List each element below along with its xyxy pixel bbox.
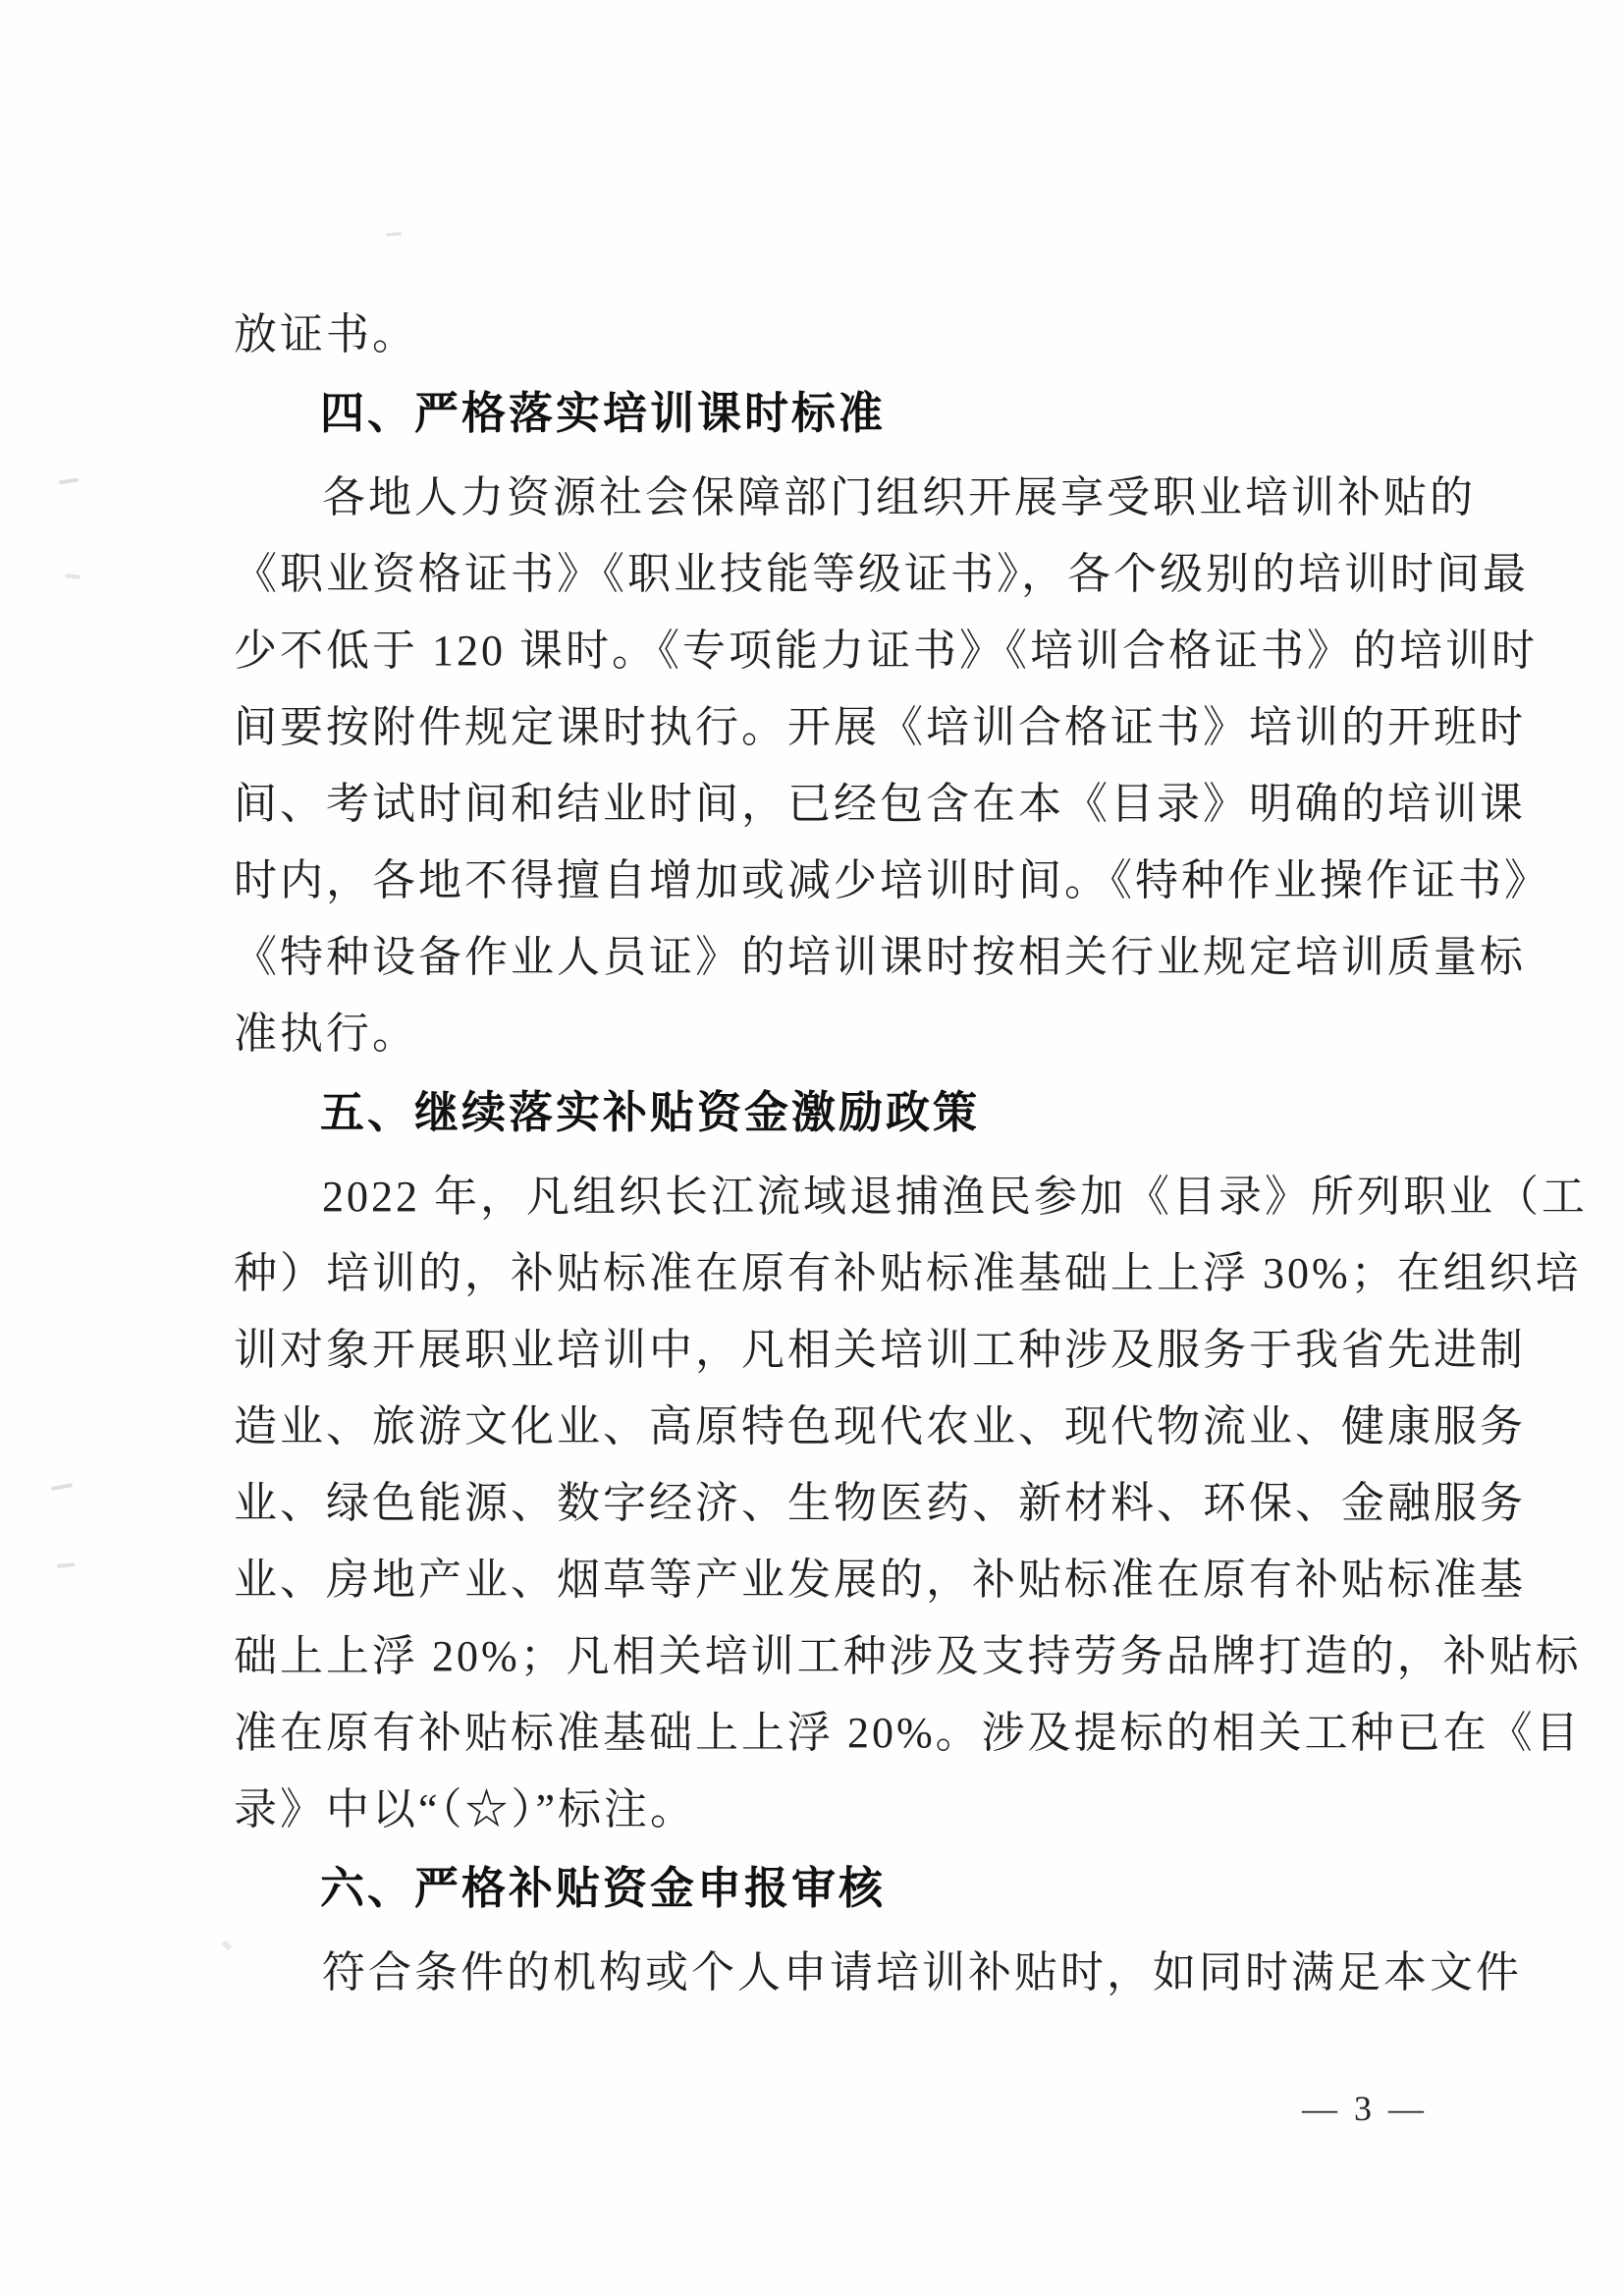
paragraph-line: 种）培训的，补贴标准在原有补贴标准基础上上浮 30%；在组织培	[234, 1249, 1582, 1297]
section-heading-4: 四、严格落实培训课时标准	[320, 388, 887, 438]
paragraph-line: 时内，各地不得擅自增加或减少培训时间。《特种作业操作证书》	[234, 856, 1550, 904]
paragraph-line: 间、考试时间和结业时间，已经包含在本《目录》明确的培训课	[234, 780, 1526, 828]
paragraph-line: 训对象开展职业培训中，凡相关培训工种涉及服务于我省先进制	[234, 1326, 1526, 1374]
paragraph-line: 业、房地产业、烟草等产业发展的，补贴标准在原有补贴标准基	[234, 1556, 1526, 1604]
paragraph-line: 准执行。	[234, 1010, 418, 1058]
paragraph-line: 《特种设备作业人员证》的培训课时按相关行业规定培训质量标	[234, 933, 1526, 981]
paragraph-line: 础上上浮 20%；凡相关培训工种涉及支持劳务品牌打造的，补贴标	[234, 1632, 1582, 1680]
paragraph-line: 《职业资格证书》《职业技能等级证书》，各个级别的培训时间最	[234, 550, 1529, 598]
text-block	[234, 297, 1588, 2011]
paragraph-line: 各地人力资源社会保障部门组织开展享受职业培训补贴的	[322, 473, 1476, 521]
paragraph-line: 少不低于 120 课时。《专项能力证书》《培训合格证书》的培训时	[234, 627, 1538, 675]
paragraph-line: 2022 年，凡组织长江流域退捕渔民参加《目录》所列职业（工	[322, 1173, 1588, 1221]
paragraph-line: 符合条件的机构或个人申请培训补贴时，如同时满足本文件	[322, 1948, 1522, 1996]
paragraph-line: 准在原有补贴标准基础上上浮 20%。涉及提标的相关工种已在《目	[234, 1709, 1582, 1757]
section-heading-6: 六、严格补贴资金申报审核	[320, 1863, 887, 1913]
paragraph-line: 业、绿色能源、数字经济、生物医药、新材料、环保、金融服务	[234, 1479, 1526, 1527]
page-number: — 3 —	[1302, 2089, 1428, 2128]
paragraph-line: 造业、旅游文化业、高原特色现代农业、现代物流业、健康服务	[234, 1402, 1526, 1450]
scan-artifact	[386, 232, 402, 236]
scan-artifact	[51, 1483, 73, 1491]
scan-artifact	[221, 1940, 233, 1950]
paragraph-line: 间要按附件规定课时执行。开展《培训合格证书》培训的开班时	[234, 703, 1526, 751]
scan-artifact	[65, 574, 81, 578]
section-heading-5: 五、继续落实补贴资金激励政策	[320, 1087, 981, 1137]
paragraph-line: 录》中以“（☆）”标注。	[234, 1785, 697, 1833]
paragraph-continuation-line: 放证书。	[234, 310, 418, 358]
scan-artifact	[59, 478, 79, 485]
scan-artifact	[57, 1562, 75, 1568]
